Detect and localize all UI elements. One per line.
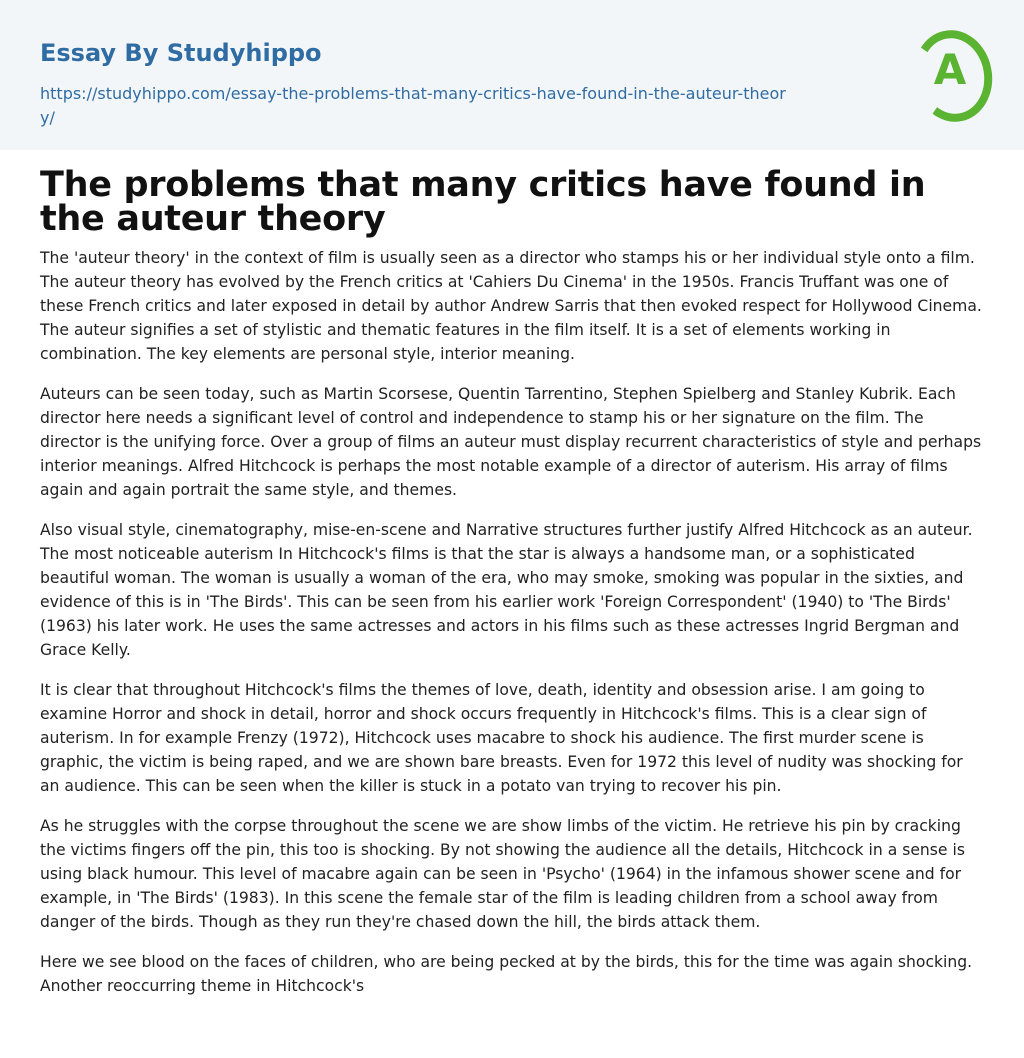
essay-paragraph: The 'auteur theory' in the context of film is usually seen as a director who stamps his or her individual style onto a film. The auteur theory has evolved by the French critics at 'Cahiers Du Cinema' in the 1950s. Francis Truffant was one of these French critics and later exposed in detail by author Andrew Sarris that then evoked respect for Hollywood Cinema. The auteur signifies a set of stylistic and thematic features in the film itself. It is a set of elements working in combination. The key elements are personal style, interior meaning. (40, 249, 982, 363)
essay-paragraph: As he struggles with the corpse throughout the scene we are show limbs of the victim. He retrieve his pin by cracking the victims fingers off the pin, this too is shocking. By not showing the audience all the details, Hitchcock in a sense is using black humour. This level of macabre again can be seen in 'Psycho' (1964) in the infamous shower scene and for example, in 'The Birds' (1983). In this scene the female star of the film is leading children from a school away from danger of the birds. Though as they run they're chased down the hill, the birds attack them. (40, 817, 965, 931)
essay-paragraph: It is clear that throughout Hitchcock's films the themes of love, death, identity and obsession arise. I am going to examine Horror and shock in detail, horror and shock occurs frequently in Hitchcock's films. This is a clear sign of auterism. In for example Frenzy (1972), Hitchcock uses macabre to shock his audience. The first murder scene is graphic, the victim is being raped, and we are shown bare breasts. Even for 1972 this level of nudity was shocking for an audience. This can be seen when the killer is stuck in a potato van trying to recover his pin. (40, 681, 963, 795)
essay-paragraph: Here we see blood on the faces of children, who are being pecked at by the birds, this for the time was again shocking. Another reoccurring theme in Hitchcock's (40, 953, 973, 995)
essay-paragraph: Also visual style, cinematography, mise-en-scene and Narrative structures further justify Alfred Hitchcock as an auteur. The most noticeable auterism In Hitchcock's films is that the star is always a handsome man, or a sophisticated beautiful woman. The woman is usually a woman of the era, who may smoke, smoking was popular in the sixties, and evidence of this is in 'The Birds'. This can be seen from his earlier work 'Foreign Correspondent' (1940) to 'The Birds' (1963) his later work. He uses the same actresses and actors in his films such as these actresses Ingrid Bergman and Grace Kelly. (40, 521, 973, 659)
essay-paragraph: Auteurs can be seen today, such as Martin Scorsese, Quentin Tarrentino, Stephen Spielberg and Stanley Kubrik. Each director here needs a significant level of control and independence to stamp his or her signature on the film. The director is the unifying force. Over a group of films an auteur must display recurrent characteristics of style and perhaps interior meanings. Alfred Hitchcock is perhaps the most notable example of a director of auterism. His array of films again and again portrait the same style, and themes. (40, 385, 982, 499)
site-title-link[interactable]: Essay By Studyhippo (40, 39, 322, 67)
studyhippo-logo[interactable] (910, 28, 988, 116)
site-header (0, 0, 1024, 150)
essay-url-link[interactable]: https://studyhippo.com/essay-the-problems-that-many-critics-have-found-in-the-auteur-theory/ (40, 84, 786, 127)
essay-title: The problems that many critics have found in the auteur theory (40, 165, 926, 239)
logo-letter: A (933, 45, 967, 94)
essay-content (40, 165, 984, 1014)
